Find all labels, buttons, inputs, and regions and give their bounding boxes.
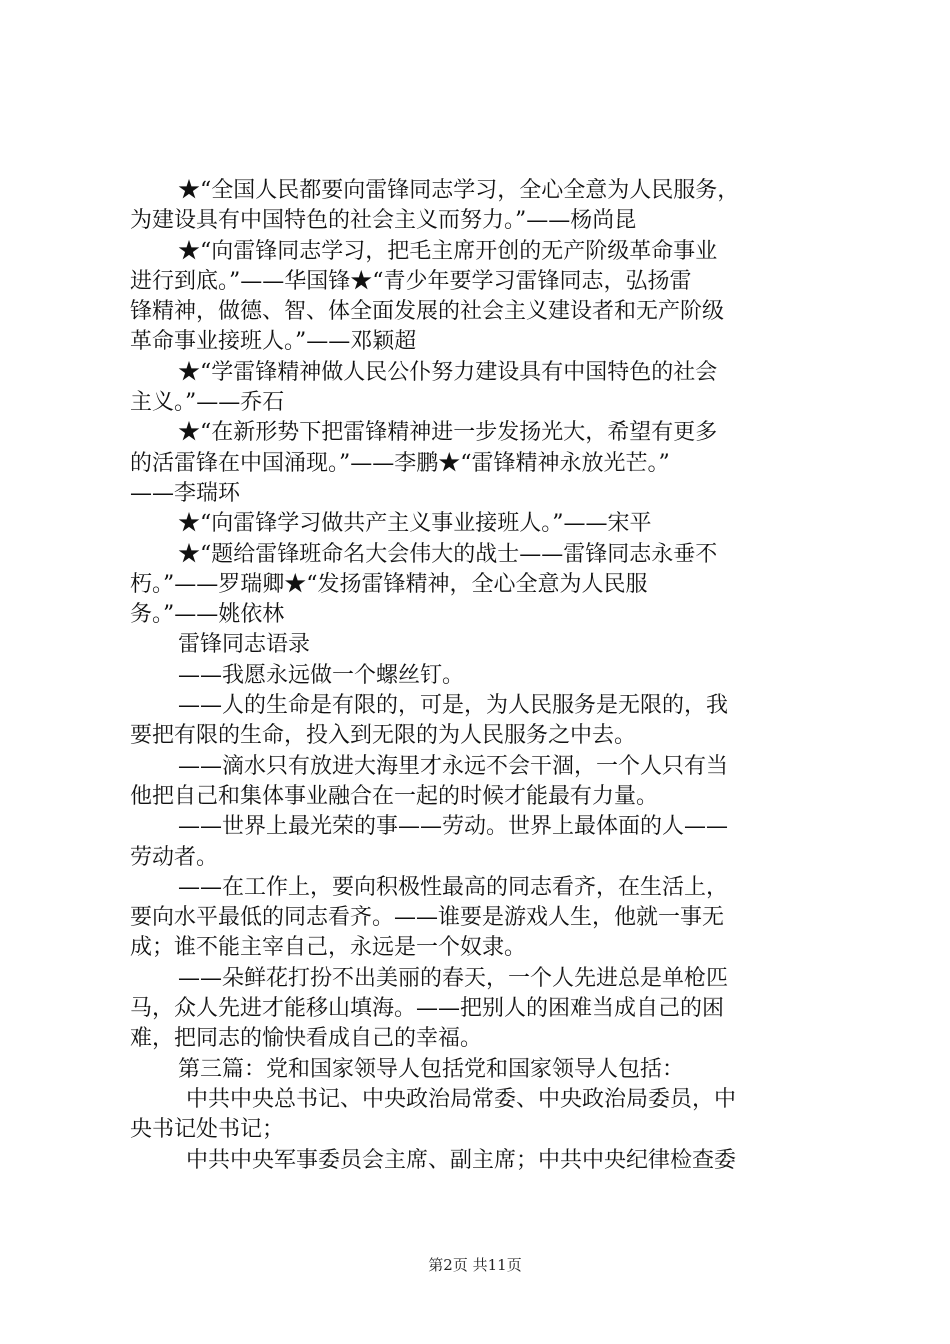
- text-line: 为建设具有中国特色的社会主义而努力。”——杨尚昆: [130, 208, 637, 234]
- quote-line: ——世界上最光荣的事——劳动。世界上最体面的人——: [178, 814, 729, 840]
- page-number-footer: 第2页 共11页: [428, 1256, 522, 1274]
- text-line: 央书记处书记；: [130, 1117, 285, 1143]
- text-line: ★“向雷锋同志学习，把毛主席开创的无产阶级革命事业: [178, 238, 718, 264]
- text-line: 的活雷锋在中国涌现。”——李鹏★“雷锋精神永放光芒。”: [130, 450, 670, 476]
- document-body: [130, 176, 834, 1176]
- section-title: 第三篇：党和国家领导人包括党和国家领导人包括：: [178, 1056, 685, 1082]
- quote-line: ——朵鲜花打扮不出美丽的春天，一个人先进总是单枪匹: [178, 965, 729, 991]
- quote-line: 难，把同志的愉快看成自己的幸福。: [130, 1026, 483, 1052]
- quote-line: 马，众人先进才能移山填海。——把别人的困难当成自己的困: [130, 996, 725, 1022]
- quote-line: 要向水平最低的同志看齐。——谁要是游戏人生，他就一事无: [130, 905, 725, 931]
- text-line: 朽。”——罗瑞卿★“发扬雷锋精神，全心全意为人民服: [130, 571, 648, 597]
- text-line: 务。”——姚依林: [130, 602, 285, 628]
- text-line: ★“题给雷锋班命名大会伟大的战士——雷锋同志永垂不: [178, 541, 718, 567]
- quote-line: ——滴水只有放进大海里才永远不会干涸，一个人只有当: [178, 753, 729, 779]
- quote-line: ——在工作上，要向积极性最高的同志看齐，在生活上，: [178, 874, 729, 900]
- text-line: ——李瑞环: [130, 480, 241, 506]
- quote-line: 成；谁不能主宰自己，永远是一个奴隶。: [130, 935, 527, 961]
- section-heading: 雷锋同志语录: [178, 632, 311, 658]
- quote-line: 他把自己和集体事业融合在一起的时候才能最有力量。: [130, 783, 659, 809]
- text-line: ★“在新形势下把雷锋精神进一步发扬光大，希望有更多: [178, 420, 718, 446]
- quote-line: 劳动者。: [130, 844, 219, 870]
- text-line: 中共中央军事委员会主席、副主席；中共中央纪律检查委: [186, 1147, 737, 1173]
- text-line: ★“学雷锋精神做人民公仆努力建设具有中国特色的社会: [178, 359, 718, 385]
- text-line: ★“全国人民都要向雷锋同志学习，全心全意为人民服务，: [178, 178, 740, 203]
- quote-line: ——我愿永远做一个螺丝钉。: [178, 662, 465, 688]
- quote-line: 要把有限的生命，投入到无限的为人民服务之中去。: [130, 723, 637, 749]
- text-line: 锋精神，做德、智、体全面发展的社会主义建设者和无产阶级: [130, 299, 725, 325]
- quote-line: ——人的生命是有限的，可是，为人民服务是无限的，我: [178, 693, 729, 719]
- text-line: 革命事业接班人。”——邓颖超: [130, 329, 417, 355]
- text-line: 中共中央总书记、中央政治局常委、中央政治局委员，中: [186, 1086, 737, 1112]
- text-line: ★“向雷锋学习做共产主义事业接班人。”——宋平: [178, 511, 652, 537]
- text-line: 主义。”——乔石: [130, 390, 285, 416]
- text-line: 进行到底。”——华国锋★“青少年要学习雷锋同志，弘扬雷: [130, 268, 692, 294]
